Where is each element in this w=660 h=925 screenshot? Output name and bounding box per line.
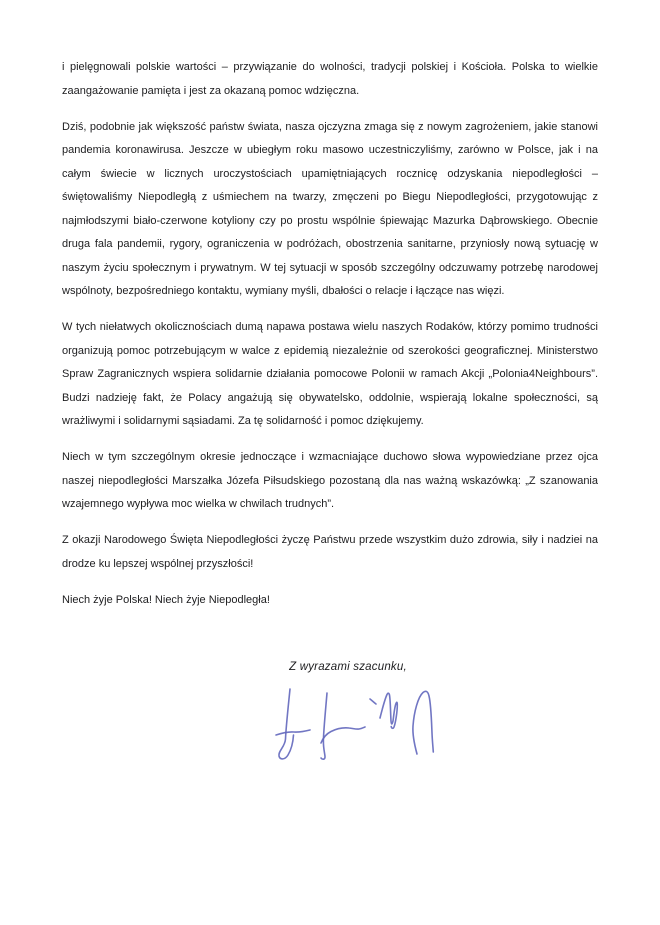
letter-body <box>62 56 598 773</box>
paragraph-3: W tych niełatwych okolicznościach dumą napawa postawa wielu naszych Rodaków, którzy pomimo trudności organizują pomoc potrzebującym w walce z epidemią niezależnie od szerokości geograficznej. Ministerstwo Spraw Zagranicznych wspiera solidarnie działania pomocowe Polonii w ramach Akcji „Polonia4Neighbours”. Budzi nadzieję fakt, że Polacy angażują się obywatelsko, oddolnie, wspierają lokalne społeczności, są wrażliwymi i solidarnymi sąsiadami. Za tę solidarność i pomoc dziękujemy. <box>62 321 598 427</box>
paragraph-4: Niech w tym szczególnym okresie jednoczące i wzmacniające duchowo słowa wypowiedziane przez ojca naszej niepodległości Marszałka Józefa Piłsudskiego pozostaną dla nas ważną wskazówką: „Z szanowania wzajemnego wypływa moc wielka w chwilach trudnych”. <box>62 451 598 510</box>
paragraph-1: i pielęgnowali polskie wartości – przywiązanie do wolności, tradycji polskiej i Kościoła. Polska to wielkie zaangażowanie pamięta i jest za okazaną pomoc wdzięczna. <box>62 61 598 97</box>
paragraph-2: Dziś, podobnie jak większość państw świata, nasza ojczyzna zmaga się z nowym zagrożeniem, jakie stanowi pandemia koronawirusa. Jeszcze w ubiegłym roku masowo uczestniczyliśmy, zarówno w Polsce, jak i na całym świecie w licznych uroczystościach upamiętniających rocznicę odzyskania niepodległości – świętowaliśmy Niepodległą z uśmiechem na twarzy, zmęczeni po Biegu Niepodległości, przygotowując z najmłodszymi biało-czerwone kotyliony czy po prostu wspólnie śpiewając Mazurka Dąbrowskiego. Obecnie druga fala pandemii, rygory, ograniczenia w podróżach, obostrzenia sanitarne, przyniosły nową sytuację w naszym życiu społecznym i prywatnym. W tej sytuacji w sposób szczególny odczuwamy potrzebę narodowej wspólnoty, bezpośredniego kontaktu, wymiany myśli, dbałości o relacje i łączące nas więzi. <box>62 120 598 297</box>
handwritten-signature <box>270 681 440 773</box>
sign-off: Z wyrazami szacunku, <box>289 661 407 673</box>
signature-ink <box>270 681 440 773</box>
paragraph-6: Niech żyje Polska! Niech żyje Niepodległa! <box>62 593 270 606</box>
paragraph-5: Z okazji Narodowego Święta Niepodległości życzę Państwu przede wszystkim dużo zdrowia, siły i nadziei na drodze ku lepszej wspólnej przyszłości! <box>62 534 598 570</box>
